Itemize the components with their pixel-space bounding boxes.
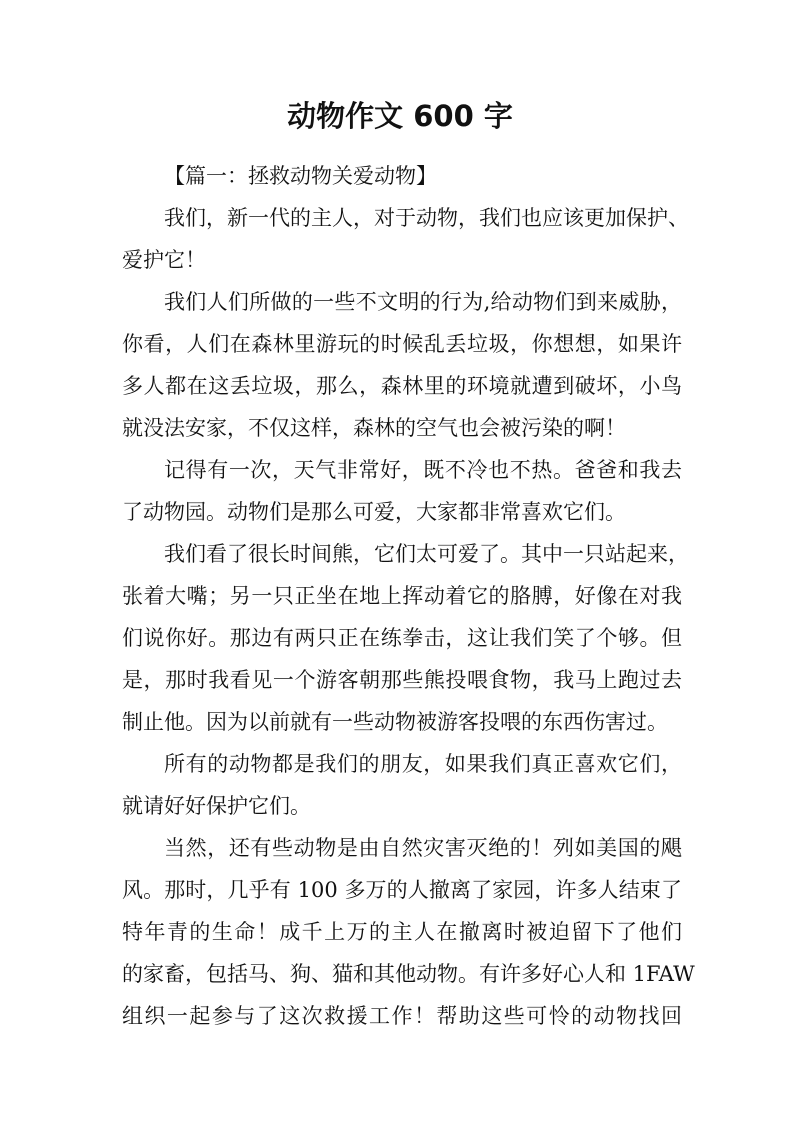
text-line: 我们人们所做的一些不文明的行为,给动物们到来威胁， — [164, 290, 682, 314]
text-line: 制止他。因为以前就有一些动物被游客投喂的东西伤害过。 — [122, 710, 668, 734]
section-heading: 【篇一：拯救动物关爱动物】 — [164, 164, 437, 188]
text-line: 多人都在这丢垃圾，那么，森林里的环境就遭到破坏，小鸟 — [122, 374, 682, 398]
text-line: 们说你好。那边有两只正在练拳击，这让我们笑了个够。但 — [122, 626, 682, 650]
text-line: 是，那时我看见一个游客朝那些熊投喂食物，我马上跑过去 — [122, 668, 682, 692]
text-line: 所有的动物都是我们的朋友，如果我们真正喜欢它们， — [164, 752, 682, 776]
text-line: 我们，新一代的主人，对于动物，我们也应该更加保护、 — [164, 206, 689, 230]
text-line: 了动物园。动物们是那么可爱，大家都非常喜欢它们。 — [122, 500, 626, 524]
text-line: 我们看了很长时间熊，它们太可爱了。其中一只站起来， — [164, 542, 689, 566]
text-line: 你看，人们在森林里游玩的时候乱丢垃圾，你想想，如果许 — [122, 332, 682, 356]
text-line: 组织一起参与了这次救援工作！帮助这些可怜的动物找回 — [122, 1004, 682, 1028]
document-title: 动物作文 600 字 — [287, 99, 513, 133]
text-line: 特年青的生命！成千上万的主人在撤离时被迫留下了他们 — [122, 920, 682, 944]
text-line: 爱护它！ — [122, 248, 206, 272]
text-line: 记得有一次，天气非常好，既不冷也不热。爸爸和我去 — [164, 458, 682, 482]
text-line: 的家畜，包括马、狗、猫和其他动物。有许多好心人和 1FAW — [122, 962, 695, 986]
text-line: 张着大嘴；另一只正坐在地上挥动着它的胳膊，好像在对我 — [122, 584, 682, 608]
text-line: 风。那时，几乎有 100 多万的人撤离了家园，许多人结束了 — [122, 878, 682, 902]
text-line: 就没法安家，不仅这样，森林的空气也会被污染的啊！ — [122, 416, 626, 440]
text-line: 当然，还有些动物是由自然灾害灭绝的！列如美国的飓 — [164, 836, 682, 860]
text-line: 就请好好保护它们。 — [122, 794, 311, 818]
